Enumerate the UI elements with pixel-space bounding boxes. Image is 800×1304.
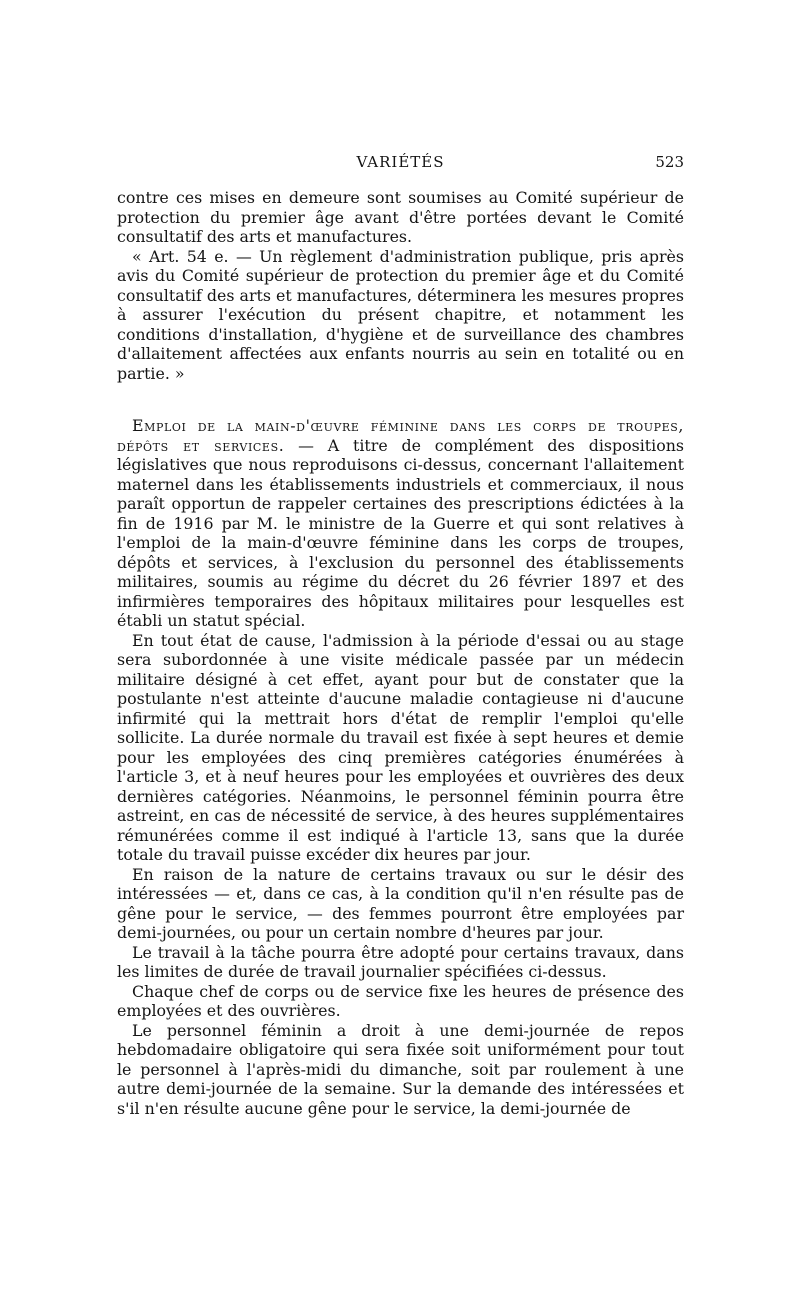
- paragraph: Le personnel féminin a droit à une demi-journée de repos hebdomadaire obligatoire qui sera fixée soit uniformément pour tout le personnel à l'après-midi du dimanche, soit par roulement à une autre demi-journée de la semaine. Sur la demande des intéressées et s'il n'en résulte aucune gêne pour le service, la demi-journée de: [117, 1020, 684, 1118]
- paragraph: Chaque chef de corps ou de service fixe les heures de présence des employées et des ouvrières.: [117, 981, 684, 1020]
- page-number: 523: [655, 153, 684, 171]
- running-title: VARIÉTÉS: [356, 153, 445, 171]
- paragraph: contre ces mises en demeure sont soumises au Comité supérieur de protection du premier âge avant d'être portées devant le Comité consultatif des arts et manufactures.: [117, 188, 684, 246]
- page-header: [117, 153, 684, 177]
- paragraph: En raison de la nature de certains travaux ou sur le désir des intéressées — et, dans ce cas, à la condition qu'il n'en résulte pas de gêne pour le service, — des femmes pourront être employées par demi-journées, ou pour un certain nombre d'heures par jour.: [117, 864, 684, 942]
- section-intro-text: — A titre de complément des dispositions législatives que nous reproduisons ci-dessus, concernant l'allaitement maternel dans les établissements industriels et commerciaux, il nous paraît opportun de rappeler certaines des prescriptions édictées à la fin de 1916 par M. le ministre de la Guerre et qui sont relatives à l'emploi de la main-d'œuvre féminine dans les corps de troupes, dépôts et services, à l'exclusion du personnel des établissements militaires, soumis au régime du décret du 26 février 1897 et des infirmières temporaires des hôpitaux militaires pour lesquelles est établi un statut spécial.: [117, 435, 684, 630]
- paragraph: En tout état de cause, l'admission à la période d'essai ou au stage sera subordonnée à une visite médicale passée par un médecin militaire désigné à cet effet, ayant pour but de constater que la postulante n'est atteinte d'aucune maladie contagieuse ni d'aucune infirmité qui la mettrait hors d'état de remplir l'emploi qu'elle sollicite. La durée normale du travail est fixée à sept heures et demie pour les employées des cinq premières catégories énumérées à l'article 3, et à neuf heures pour les employées et ouvrières des deux dernières catégories. Néanmoins, le personnel féminin pourra être astreint, en cas de nécessité de service, à des heures supplémentaires rémunérées comme il est indiqué à l'article 13, sans que la durée totale du travail puisse excéder dix heures par jour.: [117, 630, 684, 864]
- body-text: [117, 188, 684, 1118]
- section-heading: Emploi de la main-d'œuvre féminine dans les corps de troupes, dépôts et services.: [117, 416, 684, 455]
- paragraph: Le travail à la tâche pourra être adopté pour certains travaux, dans les limites de durée de travail journalier spécifiées ci-dessus.: [117, 942, 684, 981]
- section-intro-paragraph: [117, 416, 684, 631]
- paragraph: « Art. 54 e. — Un règlement d'administration publique, pris après avis du Comité supérieur de protection du premier âge et du Comité consultatif des arts et manufactures, déterminera les mesures propres à assurer l'exécution du présent chapitre, et notamment les conditions d'installation, d'hygiène et de surveillance des chambres d'allaitement affectées aux enfants nourris au sein en totalité ou en partie. »: [117, 246, 684, 383]
